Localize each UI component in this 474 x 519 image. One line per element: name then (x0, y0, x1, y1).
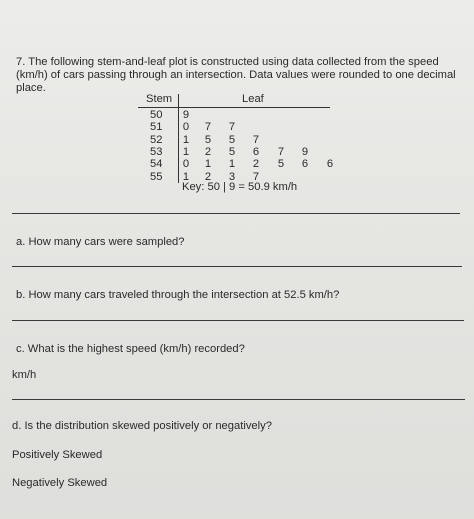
leaf-value: 1 (228, 158, 236, 171)
leaf-value: 7 (277, 145, 285, 158)
leaf-value: 7 (228, 121, 236, 134)
leaf-value: 7 (252, 170, 260, 183)
leaf-value: 1 (182, 145, 190, 158)
question-intro: 7. The following stem-and-leaf plot is constructed using data collected from the speed (km/h) of cars passing through an intersection. Data values were rounded to one decimal place. (16, 56, 456, 94)
leaf-value: 5 (204, 133, 212, 146)
leaf-value: 7 (204, 121, 212, 134)
stem-value: 55 (150, 170, 163, 183)
question-b: b. How many cars traveled through the intersection at 52.5 km/h? (16, 289, 340, 301)
leaf-value: 5 (228, 145, 236, 158)
leaf-value: 9 (182, 109, 190, 121)
option-positively-skewed[interactable]: Positively Skewed (12, 449, 103, 461)
plot-row (138, 134, 358, 147)
leaf-value: 0 (182, 158, 190, 171)
leaf-value: 3 (228, 170, 236, 183)
leaf-value: 1 (182, 133, 190, 146)
stem-value: 50 (150, 109, 163, 121)
leaf-value: 0 (182, 121, 190, 134)
question-c: c. What is the highest speed (km/h) recorded? (16, 343, 245, 355)
leaf-value: 1 (204, 158, 212, 171)
leaf-value: 2 (204, 170, 212, 183)
plot-row (138, 158, 358, 171)
leaf-value: 1 (182, 170, 190, 183)
stem-value: 51 (150, 121, 163, 134)
answer-line-b[interactable] (12, 320, 464, 321)
question-d: d. Is the distribution skewed positively or negatively? (12, 420, 272, 432)
leaf-value: 5 (228, 133, 236, 146)
leaf-value: 2 (204, 145, 212, 158)
stem-leaf-plot (138, 92, 368, 196)
leaf-value: 2 (252, 158, 260, 171)
leaf-value: 5 (277, 158, 285, 171)
leaf-value: 6 (252, 145, 260, 158)
leaf-value: 9 (301, 145, 309, 158)
stem-value: 52 (150, 133, 163, 146)
question-a: a. How many cars were sampled? (16, 236, 185, 248)
answer-line-a[interactable] (12, 266, 462, 267)
option-negatively-skewed[interactable]: Negatively Skewed (12, 477, 108, 489)
stem-header: Stem (146, 93, 173, 105)
stem-value: 54 (150, 158, 163, 171)
plot-key: Key: 50 | 9 = 50.9 km/h (182, 181, 298, 193)
leaf-value: 6 (326, 158, 334, 171)
leaf-header: Leaf (242, 93, 264, 105)
plot-row (138, 109, 358, 122)
header-divider (138, 107, 330, 108)
leaf-value: 6 (301, 158, 309, 171)
stem-value: 53 (150, 145, 163, 158)
answer-line-c[interactable] (12, 399, 465, 400)
plot-row (138, 146, 358, 159)
plot-row (138, 121, 358, 134)
leaf-value: 7 (252, 133, 260, 146)
unit-label-c: km/h (12, 369, 37, 381)
answer-line-top (12, 213, 460, 214)
